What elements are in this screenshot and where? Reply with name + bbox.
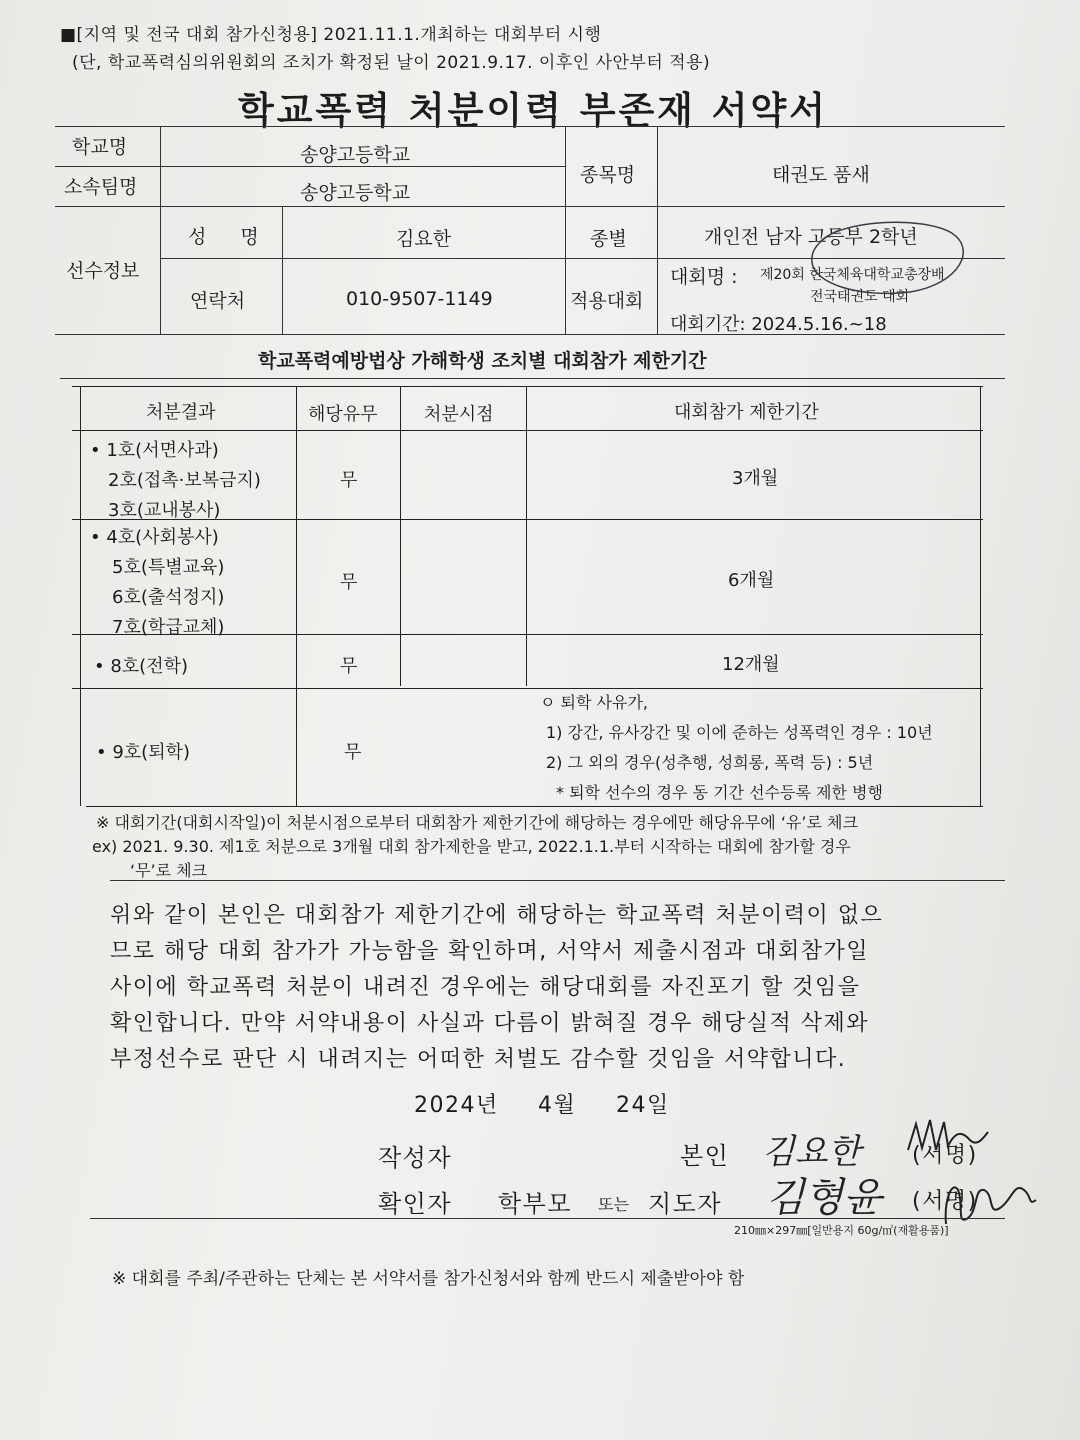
applied-competition-label: 적용대회 bbox=[570, 290, 644, 312]
competition-name-label: 대회명 : bbox=[670, 266, 738, 288]
pledge-line: 므로 해당 대회 참가가 가능함을 확인하며, 서약서 제출시점과 대회참가일 bbox=[110, 939, 870, 964]
column-header-date: 처분시점 bbox=[424, 404, 494, 425]
competition-name-line-2: 전국태권도 대회 bbox=[810, 289, 910, 305]
team-value: 송양고등학교 bbox=[300, 182, 411, 204]
info-table-top bbox=[55, 126, 1005, 127]
restriction-note-3: ‘무’로 체크 bbox=[130, 861, 208, 880]
self-signature-label: (서명) bbox=[912, 1143, 978, 1168]
school-value: 송양고등학교 bbox=[300, 144, 411, 166]
restriction-table-vline bbox=[526, 386, 527, 686]
restriction-table-vline bbox=[80, 386, 81, 806]
restriction-note-1: ※ 대회기간(대회시작일)이 처분시점으로부터 대회참가 제한기간에 해당하는 경우에만 해당유무에 ‘유’로 체크 bbox=[96, 813, 858, 832]
table-row-2-period: 6개월 bbox=[728, 570, 775, 591]
pledge-date-month: 4월 bbox=[538, 1093, 577, 1118]
table-row-1-item: 3호(교내봉사) bbox=[108, 500, 221, 521]
table-row-2-item: 5호(특별교육) bbox=[112, 557, 225, 578]
table-row-2-item: 7호(학급교체) bbox=[112, 617, 225, 638]
table-row-2-item: 6호(출석정지) bbox=[112, 587, 225, 608]
coach-label: 지도자 bbox=[648, 1190, 723, 1218]
competition-name-line-1: 제20회 한국체육대학교총장배 bbox=[760, 267, 945, 283]
restriction-table-top bbox=[72, 386, 983, 387]
parent-label: 학부모 bbox=[498, 1190, 573, 1218]
restriction-note-2: ex) 2021. 9.30. 제1호 처분으로 3개월 대회 참가제한을 받고, 2022.1.1.부터 시작하는 대회에 참가할 경우 bbox=[92, 837, 851, 856]
self-handwritten-name: 김요한 bbox=[762, 1132, 861, 1172]
table-row-4-item: • 9호(퇴학) bbox=[96, 742, 190, 763]
table-row-3-period: 12개월 bbox=[722, 654, 780, 675]
table-row-2-applicable: 무 bbox=[340, 572, 358, 593]
table-row-3-applicable: 무 bbox=[340, 656, 358, 677]
column-header-applicable: 해당유무 bbox=[308, 404, 378, 425]
name-label: 성 명 bbox=[188, 226, 273, 248]
restriction-table-bottom bbox=[86, 806, 983, 807]
header-line-1: ■[지역 및 전국 대회 참가신청용] 2021.11.1.개최하는 대회부터 시행 bbox=[60, 25, 602, 45]
restriction-table-row-divider bbox=[72, 688, 983, 689]
competition-period: 대회기간: 2024.5.16.~18 bbox=[670, 314, 887, 335]
confirmer-handwritten-name: 김형윤 bbox=[766, 1175, 882, 1221]
school-label: 학교명 bbox=[72, 136, 128, 158]
column-header-result: 처분결과 bbox=[146, 402, 216, 423]
or-label: 또는 bbox=[598, 1195, 629, 1214]
confirmer-signature-label: (서명) bbox=[912, 1189, 978, 1214]
contact-label: 연락처 bbox=[190, 290, 246, 312]
table-row-4-period-line: 1) 강간, 유사강간 및 이에 준하는 성폭력인 경우 : 10년 bbox=[546, 723, 933, 742]
pledge-line: 사이에 학교폭력 처분이 내려진 경우에는 해당대회를 자진포기 할 것임을 bbox=[110, 975, 861, 1000]
pledge-date-year: 2024년 bbox=[414, 1093, 499, 1118]
table-row-3-item: • 8호(전학) bbox=[94, 656, 188, 677]
table-row-4-applicable: 무 bbox=[344, 742, 362, 763]
restriction-table-vline bbox=[980, 386, 981, 806]
athlete-label: 선수정보 bbox=[66, 260, 140, 282]
table-row-1-period: 3개월 bbox=[732, 468, 779, 489]
event-label: 종목명 bbox=[580, 164, 636, 186]
restriction-table-vline bbox=[296, 386, 297, 806]
category-label: 종별 bbox=[590, 228, 627, 250]
pledge-line: 확인합니다. 만약 서약내용이 사실과 다름이 밝혀질 경우 해당실적 삭제와 bbox=[110, 1011, 870, 1036]
info-table-vline bbox=[565, 126, 566, 334]
restriction-table-header-bottom bbox=[72, 430, 983, 431]
table-row-1-item: 2호(접촉·보복금지) bbox=[108, 470, 261, 491]
pledge-line: 부정선수로 판단 시 내려지는 어떠한 처벌도 감수할 것임을 서약합니다. bbox=[110, 1047, 847, 1072]
self-label: 본인 bbox=[680, 1142, 730, 1170]
name-value: 김요한 bbox=[396, 228, 452, 250]
header-line-2: (단, 학교폭력심의위원회의 조치가 확정된 날이 2021.9.17. 이후인 사안부터 적용) bbox=[72, 53, 711, 73]
paper-spec: 210㎜×297㎜[일반용지 60g/㎡(재활용품)] bbox=[734, 1224, 949, 1237]
table-row-4-period-line: 2) 그 외의 경우(성추행, 성희롱, 폭력 등) : 5년 bbox=[546, 753, 874, 772]
notes-divider bbox=[110, 880, 1005, 881]
document-title: 학교폭력 처분이력 부존재 서약서 bbox=[238, 89, 829, 132]
restriction-table-vline bbox=[400, 386, 401, 686]
table-row-1-applicable: 무 bbox=[340, 470, 358, 491]
restriction-title: 학교폭력예방법상 가해학생 조치별 대회참가 제한기간 bbox=[258, 350, 707, 372]
table-row-4-period-line: ㅇ 퇴학 사유가, bbox=[540, 693, 648, 712]
column-header-period: 대회참가 제한기간 bbox=[674, 402, 819, 423]
table-row-2-item: • 4호(사회봉사) bbox=[90, 527, 219, 548]
writer-label: 작성자 bbox=[378, 1144, 453, 1172]
handwritten-circle-mark bbox=[800, 212, 980, 302]
info-table-divider bbox=[55, 206, 1005, 207]
event-value: 태권도 품새 bbox=[772, 164, 870, 186]
signature-divider bbox=[90, 1218, 1005, 1219]
table-row-1-item: • 1호(서면사과) bbox=[90, 440, 219, 461]
info-table-vline bbox=[282, 206, 283, 334]
pledge-line: 위와 같이 본인은 대회참가 제한기간에 해당하는 학교폭력 처분이력이 없으 bbox=[110, 903, 884, 928]
table-row-4-period-line: * 퇴학 선수의 경우 동 기간 선수등록 제한 병행 bbox=[556, 783, 883, 802]
info-table-vline bbox=[657, 126, 658, 334]
info-table-vline bbox=[160, 126, 161, 334]
restriction-title-underline bbox=[60, 378, 1005, 379]
team-label: 소속팀명 bbox=[64, 176, 138, 198]
footer-notice: ※ 대회를 주최/주관하는 단체는 본 서약서를 참가신청서와 함께 반드시 제출받아야 함 bbox=[112, 1269, 745, 1289]
contact-value: 010-9507-1149 bbox=[346, 288, 493, 310]
confirmer-label: 확인자 bbox=[378, 1190, 453, 1218]
pledge-date-day: 24일 bbox=[616, 1093, 670, 1118]
category-value: 개인전 남자 고등부 2학년 bbox=[704, 226, 918, 248]
